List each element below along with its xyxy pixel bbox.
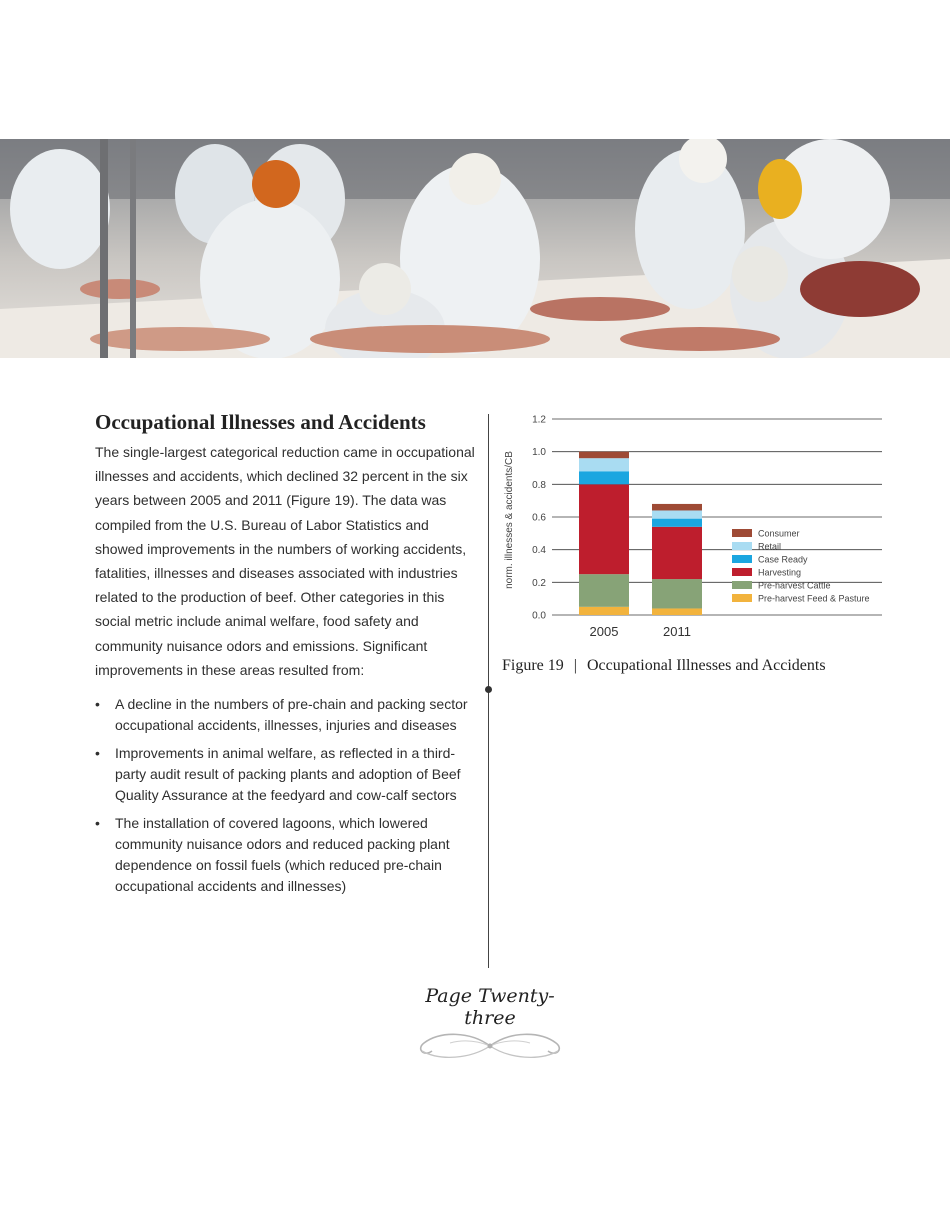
y-tick-label: 0.6 bbox=[532, 512, 546, 524]
banner-photo bbox=[0, 139, 950, 358]
legend-label: Consumer bbox=[758, 528, 800, 539]
bar-segment bbox=[579, 607, 629, 615]
legend-label: Case Ready bbox=[758, 554, 808, 565]
legend-swatch bbox=[732, 529, 752, 537]
legend-label: Pre-harvest Cattle bbox=[758, 580, 831, 591]
page-footer bbox=[400, 985, 580, 1068]
y-tick-label: 0.8 bbox=[532, 479, 546, 491]
page-number-label: Page Twenty-three bbox=[425, 985, 555, 1029]
legend-swatch bbox=[732, 594, 752, 602]
x-category-label: 2011 bbox=[663, 624, 691, 639]
intro-paragraph: The single-largest categorical reduction came in occupational illnesses and accidents, which declined 32 percent in the six years between 2005 and 2011 (Figure 19). The data was compiled from the U.S. Bureau of Labor Statistics and showed improvements in the numbers of working accidents, fatalities, illnesses and diseases associated with industries related to the production of beef. Other categories in this social metric include animal welfare, food safety and community nuisance odors and emissions. Significant improvements in these areas resulted from: bbox=[95, 444, 475, 678]
bar-segment bbox=[652, 504, 702, 511]
bar-segment bbox=[579, 458, 629, 471]
bullet-item: • The installation of covered lagoons, which lowered community nuisance odors and reduced packing plant dependence on fossil fuels (which reduced pre-chain occupational accidents and illnesses) bbox=[95, 813, 475, 897]
bar-segment bbox=[652, 510, 702, 518]
legend-swatch bbox=[732, 555, 752, 563]
figure-caption bbox=[502, 657, 826, 675]
bar-segment bbox=[652, 527, 702, 579]
legend-swatch bbox=[732, 568, 752, 576]
y-axis-label: norm. illnesses & accidents/CB bbox=[504, 451, 515, 589]
legend-label: Harvesting bbox=[758, 567, 802, 578]
article-column bbox=[95, 410, 475, 904]
figure-number: Figure 19 bbox=[502, 657, 564, 674]
bullet-item: • Improvements in animal welfare, as reflected in a third-party audit result of packing plants and adoption of Beef Quality Assurance at the feedyard and cow-calf sectors bbox=[95, 743, 475, 806]
caption-separator: | bbox=[573, 657, 577, 674]
legend-swatch bbox=[732, 542, 752, 550]
divider-dot-icon bbox=[485, 686, 492, 693]
legend-swatch bbox=[732, 581, 752, 589]
y-tick-label: 0.0 bbox=[532, 610, 546, 622]
legend-label: Pre-harvest Feed & Pasture bbox=[758, 593, 870, 604]
x-category-label: 2005 bbox=[589, 624, 619, 639]
bar-segment bbox=[579, 574, 629, 607]
section-title: Occupational Illnesses and Accidents bbox=[95, 410, 426, 434]
bar-segment bbox=[652, 579, 702, 608]
bar-segment bbox=[652, 519, 702, 527]
y-tick-label: 0.2 bbox=[532, 577, 546, 589]
bar-segment bbox=[652, 608, 702, 615]
figure-title: Occupational Illnesses and Accidents bbox=[586, 657, 826, 674]
y-tick-label: 1.0 bbox=[532, 447, 546, 459]
bar-segment bbox=[579, 471, 629, 484]
bar-segment bbox=[579, 452, 629, 459]
y-tick-label: 0.4 bbox=[532, 545, 546, 557]
stacked-bar-chart bbox=[500, 405, 920, 645]
bullet-item: • A decline in the numbers of pre-chain and packing sector occupational accidents, illnesses, injuries and diseases bbox=[95, 694, 475, 736]
bullet-list bbox=[95, 694, 475, 897]
bar-segment bbox=[579, 484, 629, 574]
legend-label: Retail bbox=[758, 541, 782, 552]
flourish-ornament-icon bbox=[410, 1029, 570, 1063]
y-tick-label: 1.2 bbox=[532, 414, 546, 426]
